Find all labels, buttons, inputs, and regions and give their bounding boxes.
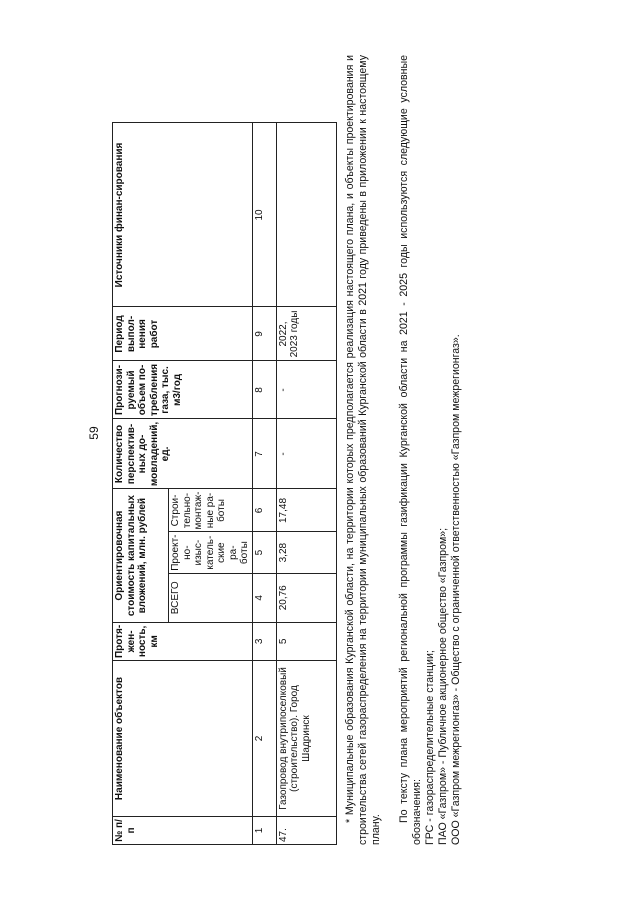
row-name: Газопровод внутрипоселковый (строительство). Город Шадринск (276, 661, 336, 817)
header-sources: Источники финан-сирования (113, 123, 253, 307)
col-number: 6 (252, 489, 276, 532)
row-sources (276, 123, 336, 307)
header-gas-volume: Прогнози-руемый объем по-требления газа, тыс. м3/год (113, 361, 253, 419)
notes-block (344, 55, 464, 845)
row-cost-build: 17,48 (276, 489, 336, 532)
header-cost-build: Строи-тельно-монтаж-ные ра-боты (169, 489, 253, 532)
rotated-page-content (112, 55, 507, 845)
col-number: 7 (252, 419, 276, 489)
row-num: 47. (276, 817, 336, 845)
abbreviation-item: ООО «Газпром межрегионгаз» - Общество с ограниченной ответственностью «Газпром межрегионгаз». (450, 334, 463, 845)
row-cost-total: 20,76 (276, 573, 336, 622)
col-number: 2 (252, 661, 276, 817)
col-number: 8 (252, 361, 276, 419)
row-period: 2022, 2023 годы (276, 307, 336, 361)
page-number: 59 (87, 426, 101, 440)
row-length: 5 (276, 622, 336, 660)
col-number: 4 (252, 573, 276, 622)
header-cost-total: ВСЕГО (169, 573, 253, 622)
abbreviation-item: ГРС - газораспределительные станции; (424, 650, 437, 845)
header-length: Протя-жен-ность, км (113, 622, 253, 660)
header-name: Наименование объектов (113, 661, 253, 817)
col-number: 1 (252, 817, 276, 845)
abbreviations-intro: По тексту плана мероприятий региональной программы газификации Курганской области на 2021 - 2025 годы используются следующие условные обозначения: (397, 55, 423, 845)
gasification-table (112, 122, 337, 845)
row-gas-volume: - (276, 361, 336, 419)
col-number: 10 (252, 123, 276, 307)
col-number: 9 (252, 307, 276, 361)
header-num: № п/п (113, 817, 253, 845)
header-period: Период выпол-нения работ (113, 307, 253, 361)
header-cost-design: Проект-но-изыс-катель-ские ра-боты (169, 532, 253, 573)
footnote-paragraph: * Муниципальные образования Курганской области, на территории которых предполагается реализация настоящего плана, и объекты проектирования и строительства сетей газораспределения на территории муниципальных образований Курганской области в 2021 году приведены в приложении к настоящему плану. (344, 55, 383, 845)
header-households: Количество перспектив-ных до-мовладений, ед. (113, 419, 253, 489)
abbreviation-item: ПАО «Газпром» - Публичное акционерное общество «Газпром»; (437, 527, 450, 845)
col-number: 5 (252, 532, 276, 573)
row-households: - (276, 419, 336, 489)
header-cost-group: Ориентировочная стоимость капитальных вложений, млн. рублей (113, 489, 169, 622)
table-row (276, 123, 336, 845)
col-number: 3 (252, 622, 276, 660)
row-cost-design: 3,28 (276, 532, 336, 573)
